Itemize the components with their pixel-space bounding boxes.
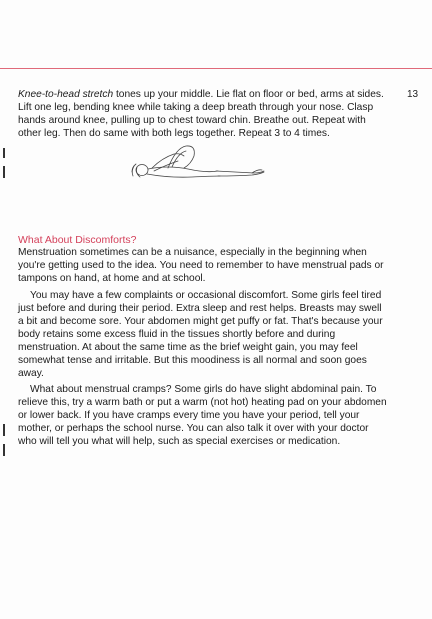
margin-mark <box>3 166 5 178</box>
knee-to-head-stretch-illustration <box>128 140 268 190</box>
paragraph-3: What about menstrual cramps? Some girls do have slight abdominal pain. To relieve this, try a warm bath or put a warm (not hot) heating pad on your abdomen or lower back. If you have cramps every time you have your period, tell your mother, or perhaps the school nurse. You can also talk it over with your doctor who will tell you what will help, such as special exercises or medication. <box>18 384 387 447</box>
exercise-paragraph <box>18 88 388 140</box>
exercise-term: Knee-to-head stretch <box>18 89 114 100</box>
section-heading: What About Discomforts? <box>18 234 137 246</box>
margin-mark <box>3 424 5 436</box>
margin-mark <box>3 148 5 158</box>
top-rule-divider <box>0 68 432 69</box>
paragraph-2: You may have a few complaints or occasional discomfort. Some girls feel tired just before and during their period. Extra sleep and rest helps. Breasts may swell a bit and become sore. Your abdomen might get puffy or fat. That's because your body retains some excess fluid in the tissues shortly before and during menstruation. At about the same time as the brief weight gain, you may feel somewhat tense and irritable. But this moodiness is all normal and soon goes away. <box>18 290 383 379</box>
paragraph-1: Menstruation sometimes can be a nuisance, especially in the beginning when you're getting used to the idea. You need to remember to have menstrual pads or tampons on hand, at home and at school. <box>18 247 384 284</box>
margin-mark <box>3 444 5 456</box>
exercise-text: tones up your middle. Lie flat on floor or bed, arms at sides. Lift one leg, bending knee while taking a deep breath through your nose. Clasp hands around knee, pulling up to chest toward chin. Breathe out. Repeat with other leg. Then do same with both legs together. Repeat 3 to 4 times. <box>18 89 384 139</box>
page-number: 13 <box>407 89 419 100</box>
